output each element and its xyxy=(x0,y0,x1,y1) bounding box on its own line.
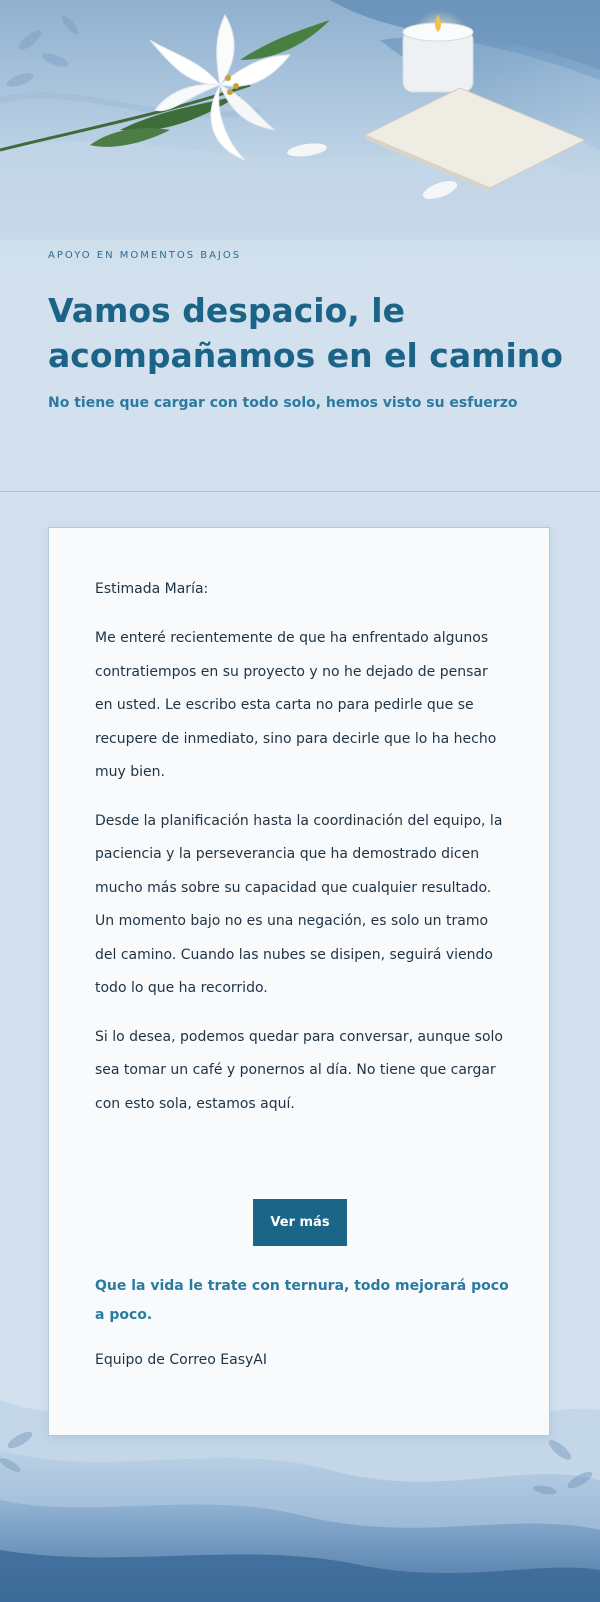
header-divider xyxy=(0,491,600,492)
letter-paragraph: Me enteré recientemente de que ha enfrentado algunos contratiempos en su proyecto y no he dejado de pensar en usted. Le escribo esta carta no para pedirle que se recupere de inmediato, sino para decirle que lo ha hecho muy bien. xyxy=(95,630,497,780)
eyebrow-label: APOYO EN MOMENTOS BAJOS xyxy=(48,250,242,261)
cta-container xyxy=(49,1199,551,1246)
letter-paragraph: Desde la planificación hasta la coordinación del equipo, la paciencia y la perseverancia que ha demostrado dicen mucho más sobre su capacidad que cualquier resultado. Un momento bajo no es una negación, es solo un tramo del camino. Cuando las nubes se disipen, seguirá viendo todo lo que ha recorrido. xyxy=(95,812,503,996)
page-subtitle: No tiene que cargar con todo solo, hemos visto su esfuerzo xyxy=(48,395,518,411)
letter-paragraph: Si lo desea, podemos quedar para conversar, aunque solo sea tomar un café y ponernos al día. No tiene que cargar con esto sola, estamos aquí. xyxy=(95,1028,503,1112)
hero-illustration xyxy=(0,0,600,240)
letter-greeting: Estimada María: xyxy=(95,581,209,597)
letter-card xyxy=(48,527,550,1436)
signature: Equipo de Correo EasyAI xyxy=(95,1352,267,1368)
letter-body xyxy=(95,578,509,1136)
ver-mas-button[interactable]: Ver más xyxy=(253,1199,347,1246)
hero-header xyxy=(0,0,600,490)
page-title: Vamos despacio, le acompañamos en el camino xyxy=(48,291,563,375)
closing-message: Que la vida le trate con ternura, todo mejorará poco a poco. xyxy=(95,1278,509,1323)
